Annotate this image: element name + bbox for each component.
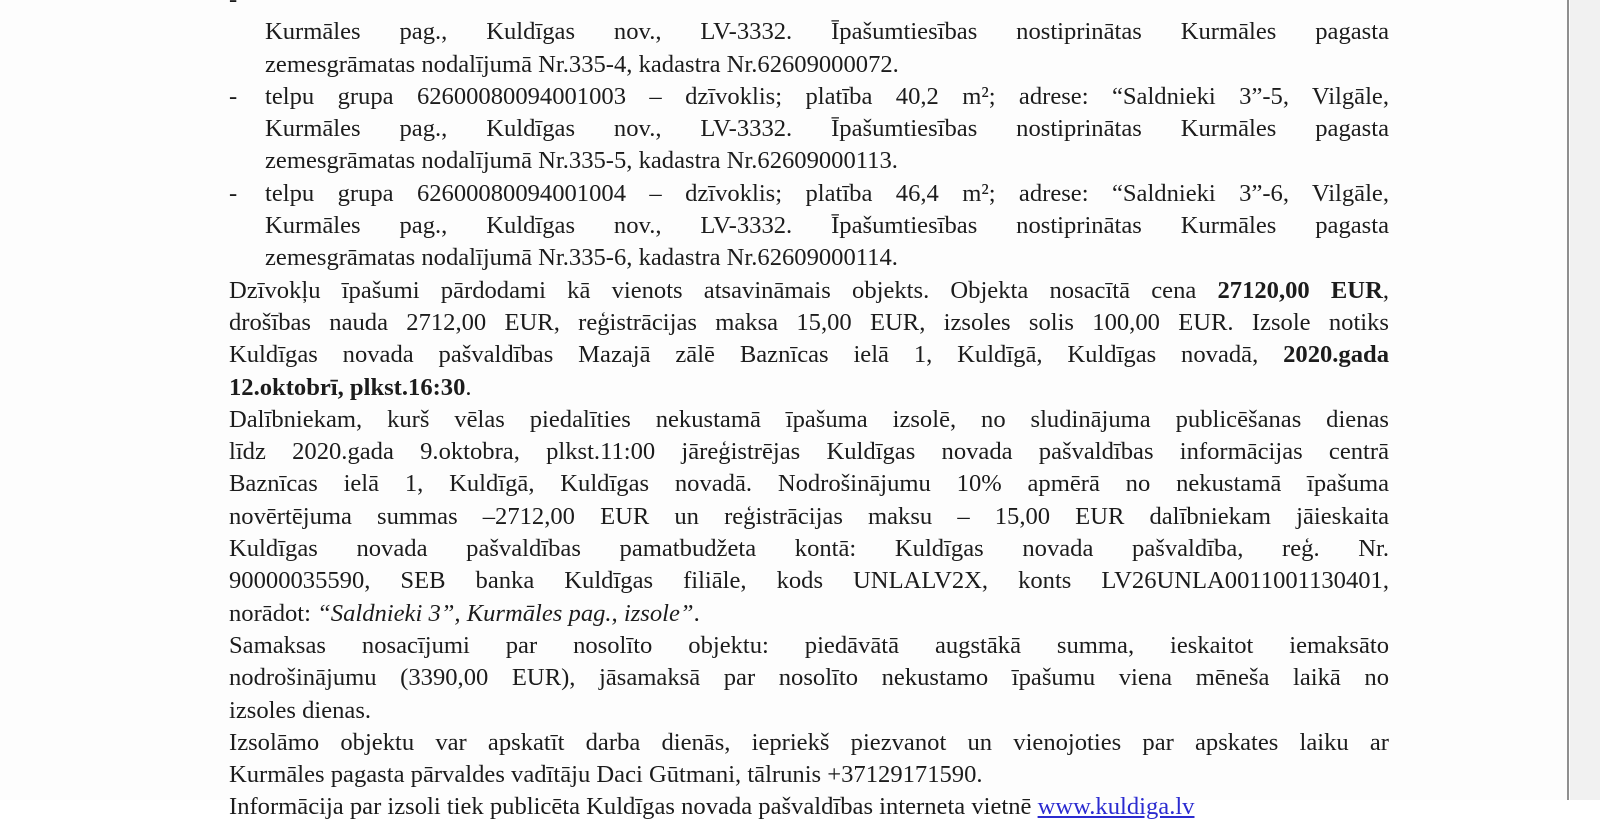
registration-line: novērtējuma summas –2712,00 EUR un reģistrācijas maksu – 15,00 EUR dalībniekam jāieskaita [229, 502, 1389, 530]
list-dash [229, 0, 237, 16]
sale-punct: , [1382, 276, 1389, 304]
list-item-line: Kurmāles pag., Kuldīgas nov., LV-3332. Īpašumtiesības nostiprinātas Kurmāles pagasta [265, 115, 1389, 143]
list-item-line: telpu grupa 62600080094001004 – dzīvoklis; platība 46,4 m²; adrese: “Saldnieki 3”-6, Vilgāle, [265, 179, 1389, 207]
sale-text: Dzīvokļu īpašumi pārdodami kā vienots atsavināmais objekts. Objekta nosacītā cena [229, 276, 1218, 304]
info-text: Informācija par izsoli tiek publicēta Kuldīgas novada pašvaldības interneta vietnē [229, 793, 1038, 821]
payment-paragraph [229, 630, 1389, 727]
registration-punct: . [693, 599, 700, 627]
viewing-line: Izsolāmo objektu var apskatīt darba dienās, iepriekš piezvanot un vienojoties par apskates laiku ar [229, 728, 1389, 756]
scan-border-line [1567, 0, 1569, 800]
list-dash: - [229, 82, 238, 110]
sale-paragraph [229, 275, 1389, 404]
payment-line: Samaksas nosacījumi par nosolīto objektu: piedāvātā augstākā summa, ieskaitot iemaksāto [229, 631, 1389, 659]
viewing-line: Kurmāles pagasta pārvaldes vadītāju Daci Gūtmani, tālrunis +37129171590. [229, 761, 983, 789]
list-item [229, 81, 1389, 178]
list-item-line: zemesgrāmatas nodalījumā Nr.335-4, kadastra Nr.62609000072. [265, 50, 899, 78]
list-item-line: zemesgrāmatas nodalījumā Nr.335-6, kadastra Nr.62609000114. [265, 244, 898, 272]
sale-line: drošības nauda 2712,00 EUR, reģistrācijas maksa 15,00 EUR, izsoles solis 100,00 EUR. Izsole notiks [229, 308, 1389, 336]
registration-line: līdz 2020.gada 9.oktobra, plkst.11:00 jāreģistrējas Kuldīgas novada pašvaldības informācijas centrā [229, 438, 1389, 466]
info-paragraph [229, 791, 1389, 823]
document-body [229, 0, 1389, 824]
list-item-line: Kurmāles pag., Kuldīgas nov., LV-3332. Īpašumtiesības nostiprinātas Kurmāles pagasta [265, 212, 1389, 240]
registration-line: Baznīcas ielā 1, Kuldīgā, Kuldīgas novadā. Nodrošinājumu 10% apmērā no nekustamā īpašuma [229, 470, 1389, 498]
payment-reference: “Saldnieki 3”, Kurmāles pag., izsole” [317, 599, 694, 627]
payment-line: nodrošinājumu (3390,00 EUR), jāsamaksā par nosolīto nekustamo īpašumu viena mēneša laikā no [229, 664, 1389, 692]
list-dash: - [229, 179, 238, 207]
registration-line: 90000035590, SEB banka Kuldīgas filiāle, kods UNLALV2X, konts LV26UNLA0011001130401, [229, 567, 1389, 595]
registration-text: norādot: [229, 599, 318, 627]
auction-date-year: 2020.gada [1283, 341, 1389, 369]
auction-date-time: 12.oktobrī, plkst.16:30 [229, 373, 466, 401]
payment-line: izsoles dienas. [229, 696, 372, 724]
list-item-line: zemesgrāmatas nodalījumā Nr.335-5, kadastra Nr.62609000113. [265, 147, 898, 175]
sale-line [229, 339, 1389, 371]
scan-margin [1570, 0, 1600, 800]
registration-paragraph [229, 404, 1389, 630]
registration-line [229, 598, 1389, 630]
list-item-line [265, 0, 1389, 16]
list-item [229, 0, 1389, 81]
sale-line [229, 372, 1389, 404]
registration-line: Dalībniekam, kurš vēlas piedalīties nekustamā īpašuma izsolē, no sludinājuma publicēšanas dienas [229, 405, 1389, 433]
list-item [229, 178, 1389, 275]
viewing-paragraph [229, 727, 1389, 792]
registration-line: Kuldīgas novada pašvaldības pamatbudžeta kontā: Kuldīgas novada pašvaldība, reģ. Nr. [229, 535, 1389, 563]
list-item-line: Kurmāles pag., Kuldīgas nov., LV-3332. Īpašumtiesības nostiprinātas Kurmāles pagasta [265, 18, 1389, 46]
sale-text: Kuldīgas novada pašvaldības Mazajā zālē Baznīcas ielā 1, Kuldīgā, Kuldīgas novadā, [229, 341, 1284, 369]
sale-price: 27120,00 EUR [1217, 276, 1383, 304]
website-link[interactable]: www.kuldiga.lv [1037, 793, 1195, 821]
list-item-line: telpu grupa 62600080094001003 – dzīvoklis; platība 40,2 m²; adrese: “Saldnieki 3”-5, Vilgāle, [265, 82, 1389, 110]
sale-punct: . [465, 373, 472, 401]
sale-line [229, 275, 1389, 307]
